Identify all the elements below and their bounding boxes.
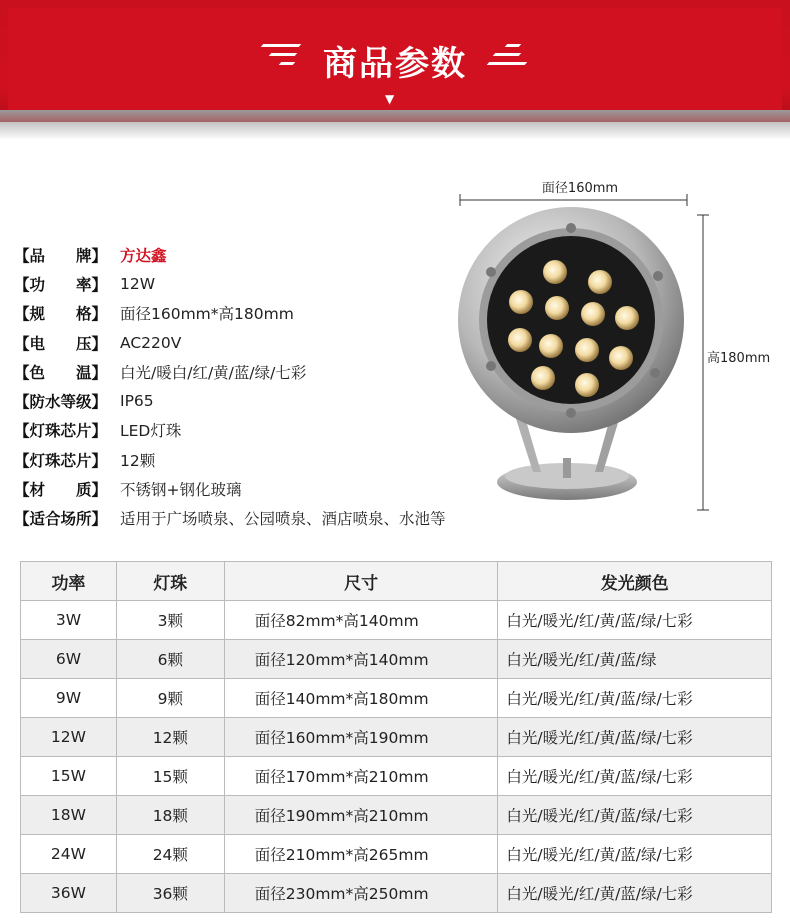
cell-power: 18W — [21, 796, 117, 835]
spec-value: AC220V — [120, 333, 182, 352]
spec-value: LED灯珠 — [120, 422, 182, 441]
cell-size: 面径170mm*高210mm — [224, 757, 498, 796]
table-row — [21, 835, 772, 874]
cell-power: 9W — [21, 679, 117, 718]
spec-label: 【适合场所】 — [14, 510, 108, 529]
spec-value: 适用于广场喷泉、公园喷泉、酒店喷泉、水池等 — [120, 510, 446, 529]
spec-list — [14, 240, 446, 533]
led-bead — [545, 296, 569, 320]
spec-label: 【电 压】 — [14, 334, 108, 353]
cell-power: 3W — [21, 601, 117, 640]
table-row — [21, 796, 772, 835]
table-row — [21, 757, 772, 796]
led-bead — [588, 270, 612, 294]
banner-shadow — [0, 110, 790, 140]
table-row — [21, 679, 772, 718]
cell-beads: 36颗 — [116, 874, 224, 913]
led-bead — [581, 302, 605, 326]
screw-icon — [486, 267, 496, 277]
spec-row-size — [14, 299, 446, 328]
chevron-down-icon: ▼ — [385, 92, 395, 106]
spec-label: 【灯珠芯片】 — [14, 451, 108, 470]
cell-size: 面径82mm*高140mm — [224, 601, 498, 640]
cell-beads: 15颗 — [116, 757, 224, 796]
led-bead — [531, 366, 555, 390]
spec-label: 【功 率】 — [14, 275, 108, 294]
spec-row-power — [14, 269, 446, 298]
product-image — [455, 180, 785, 520]
width-label: 面径160mm — [541, 181, 619, 196]
spec-label: 【灯珠芯片】 — [14, 422, 108, 441]
cell-color: 白光/暖光/红/黄/蓝/绿/七彩 — [498, 874, 772, 913]
led-bead — [575, 338, 599, 362]
cell-size: 面径160mm*高190mm — [224, 718, 498, 757]
lamp-post — [563, 458, 571, 478]
cell-beads: 6颗 — [116, 640, 224, 679]
cell-size: 面径120mm*高140mm — [224, 640, 498, 679]
led-bead — [575, 373, 599, 397]
table-header-row — [21, 562, 772, 601]
cell-color: 白光/暖光/红/黄/蓝/绿/七彩 — [498, 757, 772, 796]
cell-size: 面径210mm*高265mm — [224, 835, 498, 874]
cell-power: 36W — [21, 874, 117, 913]
led-bead — [509, 290, 533, 314]
cell-power: 15W — [21, 757, 117, 796]
spec-row-waterproof — [14, 386, 446, 415]
spec-value: 不锈钢+钢化玻璃 — [120, 481, 242, 500]
spec-row-chip-count — [14, 445, 446, 474]
spec-label: 【规 格】 — [14, 305, 108, 324]
led-bead — [615, 306, 639, 330]
spec-row-voltage — [14, 328, 446, 357]
spec-value: 白光/暖白/红/黄/蓝/绿/七彩 — [120, 363, 307, 382]
table-row — [21, 874, 772, 913]
cell-beads: 9颗 — [116, 679, 224, 718]
spec-value: 方达鑫 — [120, 246, 167, 265]
led-bead — [508, 328, 532, 352]
cell-beads: 3颗 — [116, 601, 224, 640]
cell-color: 白光/暖光/红/黄/蓝/绿/七彩 — [498, 679, 772, 718]
cell-power: 12W — [21, 718, 117, 757]
led-bead — [609, 346, 633, 370]
led-bead — [539, 334, 563, 358]
cell-color: 白光/暖光/红/黄/蓝/绿/七彩 — [498, 601, 772, 640]
screw-icon — [650, 368, 660, 378]
spec-row-brand — [14, 240, 446, 269]
led-bead — [543, 260, 567, 284]
cell-color: 白光/暖光/红/黄/蓝/绿/七彩 — [498, 796, 772, 835]
table-row — [21, 640, 772, 679]
page-title: 商品参数 — [323, 44, 467, 84]
screw-icon — [653, 271, 663, 281]
spec-row-material — [14, 474, 446, 503]
cell-beads: 12颗 — [116, 718, 224, 757]
column-header-power: 功率 — [21, 562, 117, 601]
screw-icon — [566, 223, 576, 233]
spec-row-chip — [14, 416, 446, 445]
cell-beads: 18颗 — [116, 796, 224, 835]
height-label: 高180mm — [707, 351, 771, 366]
cell-color: 白光/暖光/红/黄/蓝/绿/七彩 — [498, 835, 772, 874]
cell-size: 面径190mm*高210mm — [224, 796, 498, 835]
spec-value: IP65 — [120, 392, 154, 411]
screw-icon — [566, 408, 576, 418]
spec-label: 【色 温】 — [14, 363, 108, 382]
column-header-color: 发光颜色 — [498, 562, 772, 601]
cell-beads: 24颗 — [116, 835, 224, 874]
screw-icon — [486, 361, 496, 371]
spec-row-color-temp — [14, 357, 446, 386]
spec-value: 面径160mm*高180mm — [120, 305, 294, 324]
cell-size: 面径140mm*高180mm — [224, 679, 498, 718]
spec-label: 【防水等级】 — [14, 393, 108, 412]
table-row — [21, 718, 772, 757]
cell-color: 白光/暖光/红/黄/蓝/绿 — [498, 640, 772, 679]
cell-color: 白光/暖光/红/黄/蓝/绿/七彩 — [498, 718, 772, 757]
column-header-beads: 灯珠 — [116, 562, 224, 601]
cell-size: 面径230mm*高250mm — [224, 874, 498, 913]
spec-value: 12W — [120, 274, 156, 293]
parameter-table — [20, 561, 772, 913]
spec-label: 【品 牌】 — [14, 246, 108, 265]
table-row — [21, 601, 772, 640]
spec-value: 12颗 — [120, 451, 156, 470]
cell-power: 6W — [21, 640, 117, 679]
spec-row-usage — [14, 504, 446, 533]
column-header-size: 尺寸 — [224, 562, 498, 601]
cell-power: 24W — [21, 835, 117, 874]
spec-label: 【材 质】 — [14, 481, 108, 500]
